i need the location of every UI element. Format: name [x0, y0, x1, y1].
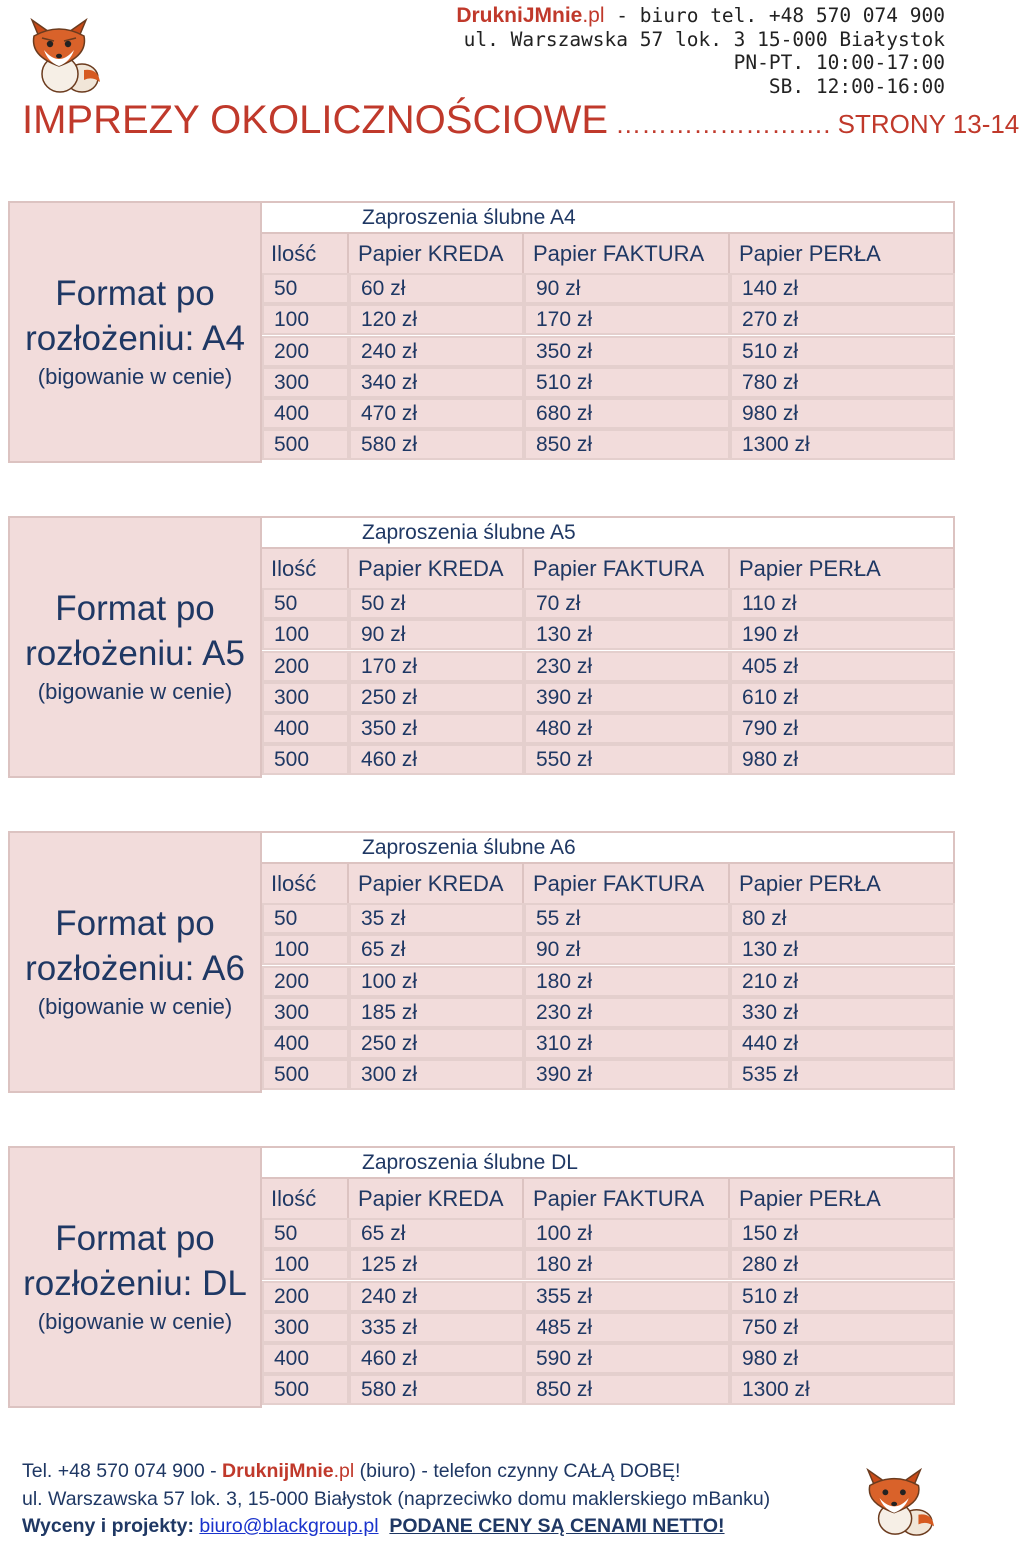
cell-faktura-price: 90 zł [524, 934, 730, 965]
cell-faktura-price: 310 zł [524, 1028, 730, 1059]
price-section-a4 [8, 201, 955, 463]
header-faktura: Papier FAKTURA [524, 549, 730, 588]
table-row [262, 903, 955, 934]
cell-perla-price: 130 zł [730, 934, 955, 965]
cell-quantity: 100 [262, 304, 349, 335]
cell-faktura-price: 485 zł [524, 1312, 730, 1343]
cell-kreda-price: 460 zł [349, 744, 524, 775]
table-title: Zaproszenia ślubne A6 [362, 836, 576, 859]
table-title: Zaproszenia ślubne A4 [362, 206, 576, 229]
cell-faktura-price: 55 zł [524, 903, 730, 934]
cell-perla-price: 510 zł [730, 336, 955, 367]
table-header-row [262, 549, 955, 588]
footer-brand: DruknijMnie [222, 1460, 334, 1482]
cell-faktura-price: 680 zł [524, 398, 730, 429]
cell-quantity: 300 [262, 367, 349, 398]
cell-faktura-price: 590 zł [524, 1343, 730, 1374]
cell-quantity: 400 [262, 398, 349, 429]
format-label-line1: Format po [55, 274, 215, 313]
contact-address: ul. Warszawska 57 lok. 3 15-000 Białystok [463, 27, 945, 51]
cell-faktura-price: 550 zł [524, 744, 730, 775]
table-row [262, 1249, 955, 1280]
brand-name: DrukniJMnie [456, 4, 583, 27]
table-row [262, 934, 955, 965]
table-header-row [262, 864, 955, 903]
table-header-row [262, 234, 955, 273]
cell-kreda-price: 340 zł [349, 367, 524, 398]
format-label-cell [8, 831, 262, 1093]
cell-kreda-price: 460 zł [349, 1343, 524, 1374]
table-row [262, 1343, 955, 1374]
cell-kreda-price: 170 zł [349, 651, 524, 682]
cell-quantity: 50 [262, 1218, 349, 1249]
cell-faktura-price: 180 zł [524, 1249, 730, 1280]
price-table [262, 831, 955, 1093]
table-row [262, 398, 955, 429]
table-title-row [262, 831, 955, 864]
format-label-line2: rozłożeniu: A5 [25, 634, 245, 673]
format-label-cell [8, 516, 262, 778]
cell-quantity: 400 [262, 1343, 349, 1374]
cell-perla-price: 790 zł [730, 713, 955, 744]
table-row [262, 997, 955, 1028]
table-row [262, 1281, 955, 1312]
page-title [22, 98, 1019, 143]
price-section-dl [8, 1146, 955, 1408]
header-quantity: Ilość [262, 864, 349, 903]
cell-faktura-price: 390 zł [524, 682, 730, 713]
table-row [262, 336, 955, 367]
footer-phone-note: (biuro) - telefon czynny CAŁĄ DOBĘ! [354, 1460, 681, 1482]
cell-faktura-price: 390 zł [524, 1059, 730, 1090]
price-table [262, 516, 955, 778]
format-label-line2: rozłożeniu: A4 [25, 319, 245, 358]
table-row [262, 1374, 955, 1405]
cell-quantity: 100 [262, 934, 349, 965]
cell-quantity: 400 [262, 713, 349, 744]
cell-kreda-price: 60 zł [349, 273, 524, 304]
header-kreda: Papier KREDA [349, 549, 524, 588]
header-quantity: Ilość [262, 234, 349, 273]
table-title-row [262, 516, 955, 549]
cell-quantity: 200 [262, 336, 349, 367]
footer-address: ul. Warszawska 57 lok. 3, 15-000 Białystok (naprzeciwko domu maklerskiego mBanku) [22, 1487, 771, 1510]
footer-line3 [22, 1513, 770, 1541]
format-label-note: (bigowanie w cenie) [37, 1309, 233, 1334]
table-row [262, 1059, 955, 1090]
format-label-line1: Format po [55, 1219, 215, 1258]
format-label-line2: rozłożeniu: DL [23, 1264, 247, 1303]
cell-perla-price: 610 zł [730, 682, 955, 713]
cell-perla-price: 1300 zł [730, 429, 955, 460]
header-quantity: Ilość [262, 1179, 349, 1218]
cell-faktura-price: 100 zł [524, 1218, 730, 1249]
cell-kreda-price: 240 zł [349, 1281, 524, 1312]
cell-kreda-price: 185 zł [349, 997, 524, 1028]
cell-faktura-price: 180 zł [524, 966, 730, 997]
header-perla: Papier PERŁA [730, 549, 955, 588]
cell-perla-price: 80 zł [730, 903, 955, 934]
header-faktura: Papier FAKTURA [524, 234, 730, 273]
cell-perla-price: 140 zł [730, 273, 955, 304]
cell-perla-price: 750 zł [730, 1312, 955, 1343]
cell-kreda-price: 580 zł [349, 1374, 524, 1405]
cell-kreda-price: 35 zł [349, 903, 524, 934]
page-title-dots: ……………………. [608, 109, 838, 139]
cell-quantity: 500 [262, 744, 349, 775]
table-row [262, 367, 955, 398]
header-perla: Papier PERŁA [730, 1179, 955, 1218]
table-row [262, 304, 955, 335]
cell-kreda-price: 100 zł [349, 966, 524, 997]
cell-faktura-price: 510 zł [524, 367, 730, 398]
cell-kreda-price: 65 zł [349, 1218, 524, 1249]
cell-faktura-price: 70 zł [524, 588, 730, 619]
fox-logo-icon [22, 12, 106, 96]
contact-phone: - biuro tel. +48 570 074 900 [604, 4, 945, 27]
page-title-pages: STRONY 13-14 [837, 109, 1019, 139]
page-title-main: IMPREZY OKOLICZNOŚCIOWE [22, 98, 608, 142]
table-row [262, 1028, 955, 1059]
header-perla: Papier PERŁA [730, 864, 955, 903]
cell-quantity: 200 [262, 651, 349, 682]
cell-quantity: 100 [262, 1249, 349, 1280]
format-label-cell [8, 1146, 262, 1408]
format-label-line2: rozłożeniu: A6 [25, 949, 245, 988]
cell-perla-price: 210 zł [730, 966, 955, 997]
table-row [262, 744, 955, 775]
cell-quantity: 300 [262, 997, 349, 1028]
table-title: Zaproszenia ślubne A5 [362, 521, 576, 544]
cell-perla-price: 280 zł [730, 1249, 955, 1280]
cell-perla-price: 270 zł [730, 304, 955, 335]
table-body [262, 273, 955, 463]
cell-kreda-price: 350 zł [349, 713, 524, 744]
header-contact [456, 4, 945, 98]
cell-quantity: 300 [262, 682, 349, 713]
cell-perla-price: 440 zł [730, 1028, 955, 1059]
table-row [262, 1218, 955, 1249]
cell-faktura-price: 350 zł [524, 336, 730, 367]
cell-quantity: 50 [262, 903, 349, 934]
cell-kreda-price: 250 zł [349, 1028, 524, 1059]
format-label-line1: Format po [55, 904, 215, 943]
price-section-a5 [8, 516, 955, 778]
cell-faktura-price: 850 zł [524, 1374, 730, 1405]
footer-phone: Tel. +48 570 074 900 - [22, 1460, 223, 1482]
cell-kreda-price: 50 zł [349, 588, 524, 619]
table-body [262, 1218, 955, 1408]
cell-faktura-price: 130 zł [524, 619, 730, 650]
cell-quantity: 50 [262, 588, 349, 619]
header-quantity: Ilość [262, 549, 349, 588]
cell-quantity: 50 [262, 273, 349, 304]
cell-faktura-price: 170 zł [524, 304, 730, 335]
cell-kreda-price: 90 zł [349, 619, 524, 650]
table-title-row [262, 1146, 955, 1179]
price-table [262, 1146, 955, 1408]
cell-perla-price: 980 zł [730, 744, 955, 775]
cell-kreda-price: 335 zł [349, 1312, 524, 1343]
cell-perla-price: 110 zł [730, 588, 955, 619]
table-row [262, 713, 955, 744]
cell-quantity: 500 [262, 1059, 349, 1090]
footer-email-link[interactable]: biuro@blackgroup.pl [199, 1515, 379, 1537]
cell-perla-price: 535 zł [730, 1059, 955, 1090]
contact-hours-saturday: SB. 12:00-16:00 [768, 74, 945, 98]
cell-kreda-price: 470 zł [349, 398, 524, 429]
cell-kreda-price: 250 zł [349, 682, 524, 713]
header-faktura: Papier FAKTURA [524, 864, 730, 903]
footer-line1 [22, 1458, 770, 1486]
cell-quantity: 100 [262, 619, 349, 650]
table-row [262, 1312, 955, 1343]
cell-perla-price: 330 zł [730, 997, 955, 1028]
table-title-row [262, 201, 955, 234]
cell-faktura-price: 230 zł [524, 997, 730, 1028]
table-row [262, 966, 955, 997]
cell-quantity: 500 [262, 1374, 349, 1405]
cell-kreda-price: 580 zł [349, 429, 524, 460]
cell-perla-price: 980 zł [730, 1343, 955, 1374]
format-label-note: (bigowanie w cenie) [37, 364, 233, 389]
table-row [262, 682, 955, 713]
header-perla: Papier PERŁA [730, 234, 955, 273]
cell-perla-price: 980 zł [730, 398, 955, 429]
header-kreda: Papier KREDA [349, 864, 524, 903]
contact-hours-weekday: PN-PT. 10:00-17:00 [733, 51, 945, 74]
cell-kreda-price: 120 zł [349, 304, 524, 335]
table-row [262, 619, 955, 650]
cell-quantity: 200 [262, 1281, 349, 1312]
price-table [262, 201, 955, 463]
cell-faktura-price: 90 zł [524, 273, 730, 304]
cell-quantity: 400 [262, 1028, 349, 1059]
brand-domain: .pl [582, 4, 605, 27]
price-section-a6 [8, 831, 955, 1093]
cell-faktura-price: 355 zł [524, 1281, 730, 1312]
cell-faktura-price: 850 zł [524, 429, 730, 460]
contact-line1 [456, 4, 945, 28]
table-row [262, 273, 955, 304]
cell-perla-price: 405 zł [730, 651, 955, 682]
footer-netto-note: PODANE CENY SĄ CENAMI NETTO! [389, 1515, 725, 1537]
cell-faktura-price: 480 zł [524, 713, 730, 744]
format-label-note: (bigowanie w cenie) [37, 994, 233, 1019]
table-body [262, 903, 955, 1093]
cell-quantity: 300 [262, 1312, 349, 1343]
header-faktura: Papier FAKTURA [524, 1179, 730, 1218]
cell-perla-price: 510 zł [730, 1281, 955, 1312]
fox-logo-icon [858, 1466, 940, 1538]
cell-kreda-price: 300 zł [349, 1059, 524, 1090]
table-row [262, 651, 955, 682]
cell-kreda-price: 240 zł [349, 336, 524, 367]
table-title: Zaproszenia ślubne DL [362, 1151, 578, 1174]
format-label-note: (bigowanie w cenie) [37, 679, 233, 704]
format-label-line1: Format po [55, 589, 215, 628]
cell-faktura-price: 230 zł [524, 651, 730, 682]
header-kreda: Papier KREDA [349, 234, 524, 273]
cell-perla-price: 780 zł [730, 367, 955, 398]
table-row [262, 588, 955, 619]
footer-quote-label: Wyceny i projekty: [22, 1515, 200, 1537]
cell-quantity: 500 [262, 429, 349, 460]
header-kreda: Papier KREDA [349, 1179, 524, 1218]
table-row [262, 429, 955, 460]
cell-kreda-price: 65 zł [349, 934, 524, 965]
cell-perla-price: 190 zł [730, 619, 955, 650]
cell-quantity: 200 [262, 966, 349, 997]
footer-brand-domain: .pl [333, 1460, 355, 1482]
format-label-cell [8, 201, 262, 463]
table-header-row [262, 1179, 955, 1218]
footer [22, 1458, 770, 1541]
cell-perla-price: 1300 zł [730, 1374, 955, 1405]
cell-perla-price: 150 zł [730, 1218, 955, 1249]
cell-kreda-price: 125 zł [349, 1249, 524, 1280]
table-body [262, 588, 955, 778]
